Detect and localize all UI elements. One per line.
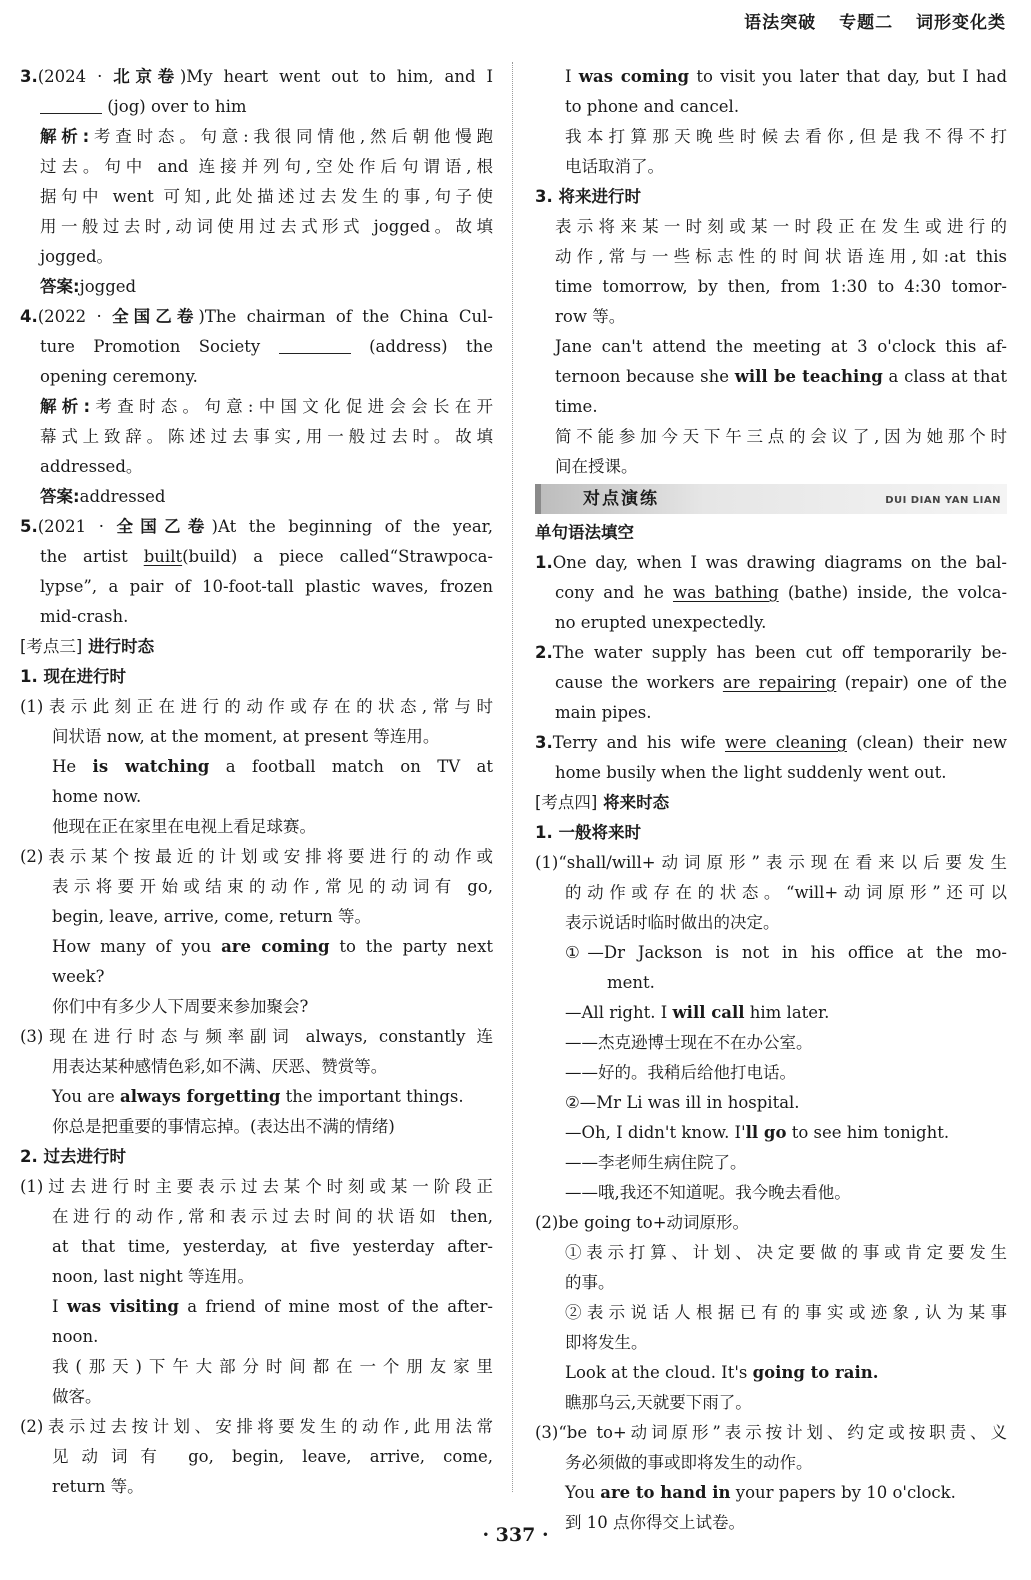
filled-answer: built xyxy=(143,547,183,566)
page-number: · 337 · xyxy=(482,1524,549,1546)
analysis-label: 解析: xyxy=(40,127,90,146)
practice-title: 单句语法填空 xyxy=(535,523,634,542)
analysis-label: 解析: xyxy=(40,397,91,416)
filled-answer: were cleaning xyxy=(724,733,847,752)
source-label: 全国乙卷 xyxy=(116,517,212,536)
answer-blank xyxy=(279,335,351,354)
section-title: 3. 将来进行时 xyxy=(535,187,641,206)
header-section: 语法突破 xyxy=(744,13,817,33)
kaodian-4-heading: [考点四] 将来时态 xyxy=(535,793,670,812)
future-progressive-section: 3. 将来进行时 表示将来某一时刻或某一时段正在发生或进行的 动作,常与一些标志性的时间状语连用,如:at this time tomorrow, by then, from 1:30 to 4:30 tomor- row 等。 Jane can't attend the meeting at 3 o'clock this af- ternoon because she will be teaching a class at that time. 简不能参加今天下午三点的会议了,因为她那个时 间在授课。 xyxy=(535,182,1007,482)
practice-banner xyxy=(535,484,1007,514)
practice-section: 单句语法填空 1.One day, when I was drawing diagrams on the bal- cony and he was bathing (bathe) inside, the volca- no erupted unexpectedly. 2.The water supply has been cut off temporarily be- cause the workers are repairing (repair) one of the main pipes. 3.Terry and his wife were cleaning (clean) their new home busily when the light suddenly went out. xyxy=(535,518,1007,788)
answer-blank xyxy=(40,95,102,114)
question-5: 5.(2021 · 全国乙卷)At the beginning of the year, the artist built(build) a piece called“Strawpoca- lypse”, a pair of 10-foot-tall plastic waves, frozen mid-crash. xyxy=(20,517,493,626)
filled-answer: was bathing xyxy=(673,583,779,602)
answer-label: 答案: xyxy=(40,277,80,296)
kaodian-3-heading: [考点三] 进行时态 xyxy=(20,637,155,656)
answer-label: 答案: xyxy=(40,487,80,506)
source-label: 北京卷 xyxy=(113,67,180,86)
section-title: 2. 过去进行时 xyxy=(20,1147,126,1166)
right-column xyxy=(535,62,1007,1538)
header-subtopic: 词形变化类 xyxy=(916,13,1006,33)
question-4: 4.(2022 · 全国乙卷)The chairman of the China Cul- ture Promotion Society (address) the opening ceremony. 解析:考查时态。句意:中国文化促进会会长在开 幕式上致辞。陈述过去事实,用一般过去时。故填 addressed。 答案:addressed xyxy=(20,307,493,506)
answer-text: jogged xyxy=(79,277,137,296)
answer-text: addressed xyxy=(79,487,166,506)
past-progressive-section: 2. 过去进行时 (1)过去进行时主要表示过去某个时刻或某一阶段正 在进行的动作,常和表示过去时间的状语如 then, at that time, yesterday, at five yesterday after- noon, last night 等连用。 I was visiting a friend of mine most of the after- noon. 我(那天)下午大部分时间都在一个朋友家里 做客。 (2)表示过去按计划、安排将要发生的动作,此用法常 见动词有 go, begin, leave, arrive, come, return 等。 xyxy=(20,1142,493,1502)
present-progressive-section: 1. 现在进行时 (1)表示此刻正在进行的动作或存在的状态,常与时 间状语 now, at the moment, at present 等连用。 He is watching a football match on TV at home now. 他现在正在家里在电视上看足球赛。 (2)表示某个按最近的计划或安排将要进行的动作或 表示将要开始或结束的动作,常见的动词有 go, begin, leave, arrive, come, return 等。 How many of you are coming to the party next week? 你们中有多少人下周要来参加聚会? (3)现在进行时态与频率副词 always, constantly 连 用表达某种感情色彩,如不满、厌恶、赞赏等。 You are always forgetting the important things. 你总是把重要的事情忘掉。(表达出不满的情绪) xyxy=(20,662,493,1142)
banner-pinyin: DUI DIAN YAN LIAN xyxy=(885,495,1001,506)
filled-answer: are repairing xyxy=(722,673,837,692)
header-topic: 专题二 xyxy=(839,13,894,33)
section-title: 1. 现在进行时 xyxy=(20,667,126,686)
left-column xyxy=(20,62,493,1502)
question-3: 3.(2024 · 北京卷)My heart went out to him, and I (jog) over to him 解析:考查时态。句意:我很同情他,然后朝他慢跑 过去。句中 and 连接并列句,空处作后句谓语,根 据句中 went 可知,此处描述过去发生的事,句子使 用一般过去时,动词使用过去式形式 jogged。故填 jogged。 答案:jogged xyxy=(20,67,493,296)
section-title: 1. 一般将来时 xyxy=(535,823,641,842)
banner-title: 对点演练 xyxy=(583,489,659,509)
simple-future-section: 1. 一般将来时 (1)“shall/will+动词原形”表示现在看来以后要发生 的动作或存在的状态。“will+动词原形”还可以 表示说话时临时做出的决定。 ①—Dr Jackson is not in his office at the mo- ment. —All right. I will call him later. ——杰克逊博士现在不在办公室。 ——好的。我稍后给他打电话。 ②—Mr Li was ill in hospital. —Oh, I didn't know. I'll go to see him tonight. ——李老师生病住院了。 ——哦,我还不知道呢。我今晚去看他。 (2)be going to+动词原形。 ①表示打算、计划、决定要做的事或肯定要发生 的事。 ②表示说话人根据已有的事实或迹象,认为某事 即将发生。 Look at the cloud. It's going to rain. 瞧那乌云,天就要下雨了。 (3)“be to+动词原形”表示按计划、约定或按职责、义 务必须做的事或即将发生的动作。 You are to hand in your papers by 10 o'clock. 到 10 点你得交上试卷。 xyxy=(535,818,1007,1538)
past-progressive-continued: I was coming to visit you later that day, but I had to phone and cancel. 我本打算那天晚些时候去看你,但是我不得不打 电话取消了。 xyxy=(565,67,1007,176)
source-label: 全国乙卷 xyxy=(112,307,199,326)
page-header xyxy=(728,8,1006,33)
column-divider xyxy=(512,62,513,1492)
